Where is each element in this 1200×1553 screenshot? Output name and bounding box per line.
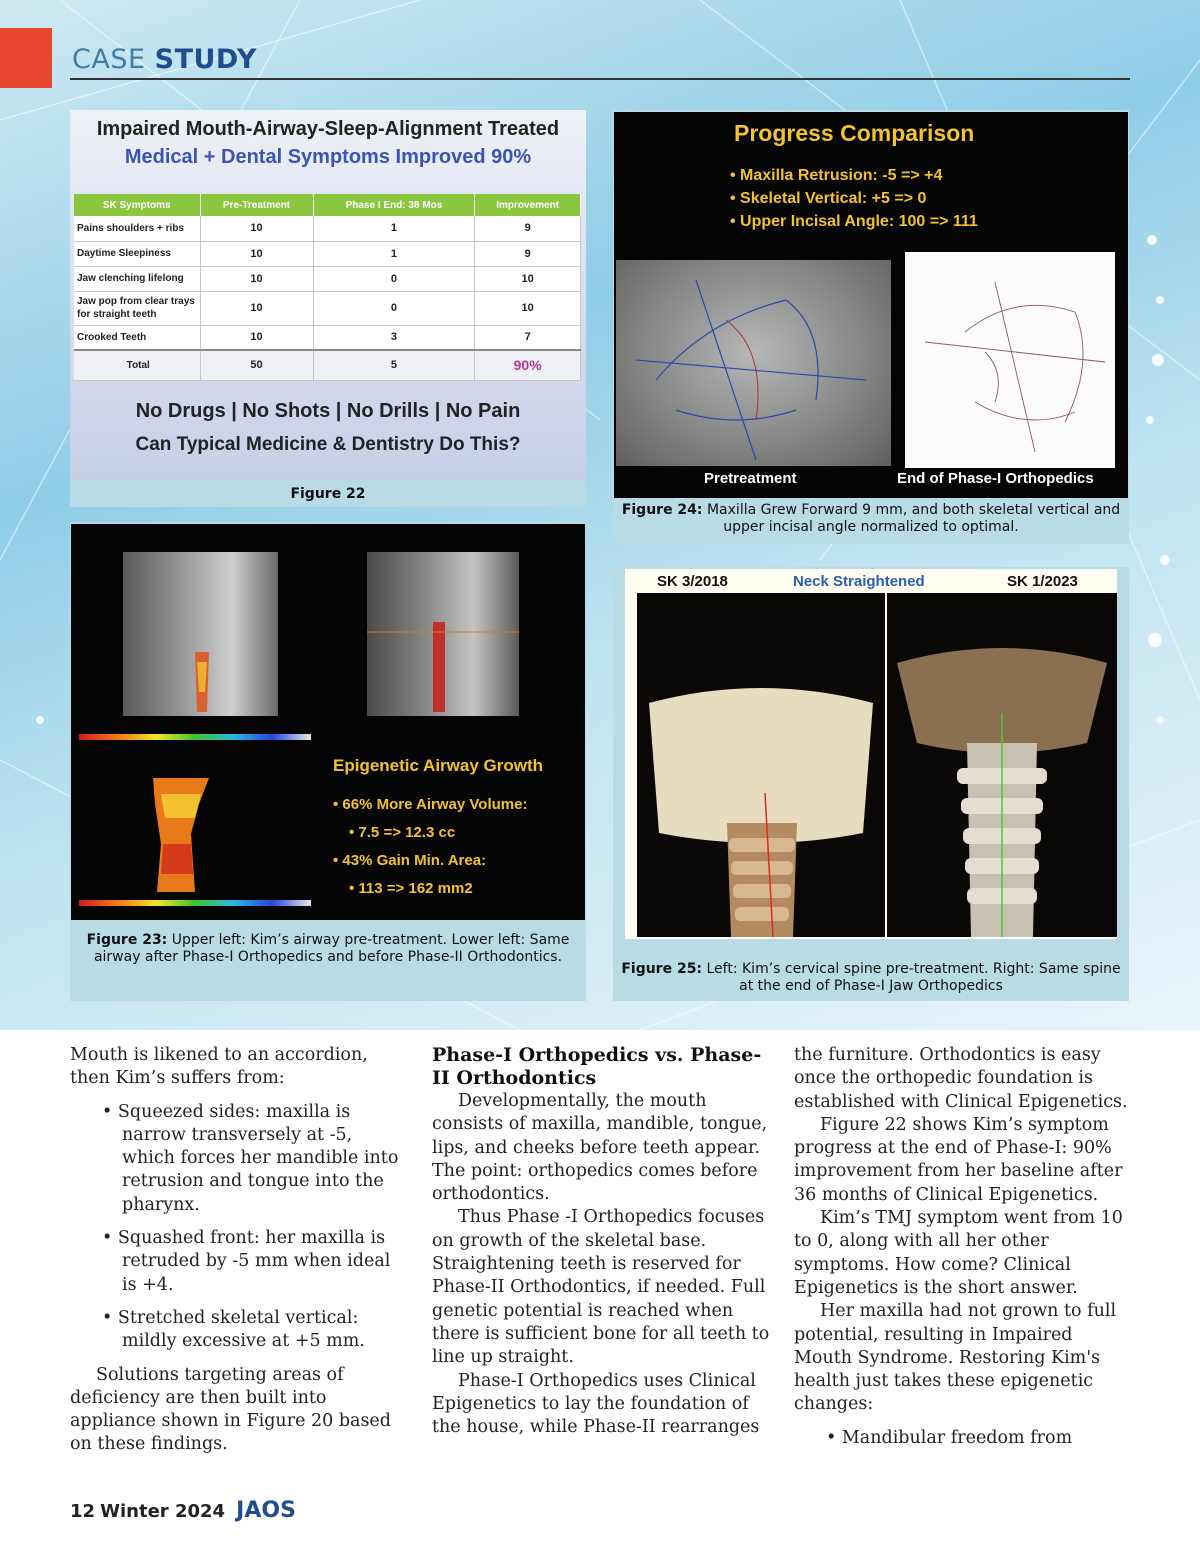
airway-line: • 43% Gain Min. Area: xyxy=(333,852,487,869)
table-total-row xyxy=(74,350,581,380)
cephalometric-tracing-image xyxy=(905,252,1115,468)
figure-24-label: Figure 24: xyxy=(621,502,703,518)
after-date-label: SK 1/2023 xyxy=(1007,573,1078,590)
list-item: • Skeletal Vertical: +5 => 0 xyxy=(730,190,927,207)
figure-22-title: Impaired Mouth-Airway-Sleep-Alignment Treated xyxy=(96,118,560,140)
table-row xyxy=(74,325,581,350)
figure-22 xyxy=(70,110,586,507)
improvement-cell: 10 xyxy=(475,291,581,325)
paragraph: Figure 22 shows Kim’s symptom progress at the end of Phase-I: 90% improvement from her baseline after 36 months of Clinical Epigenetics. xyxy=(794,1114,1123,1205)
pre-cell: 10 xyxy=(200,241,313,266)
symptom-cell: Jaw clenching lifelong xyxy=(74,266,200,291)
end-cell: 1 xyxy=(313,216,475,241)
figure-22-caption xyxy=(70,486,586,503)
symptom-cell: Jaw pop from clear trays for straight teeth xyxy=(74,291,200,325)
end-cell: 3 xyxy=(313,325,475,350)
end-cell: 1 xyxy=(313,241,475,266)
figure-23-caption xyxy=(70,932,586,966)
list-item: • Stretched skeletal vertical: mildly excessive at +5 mm. xyxy=(102,1307,365,1352)
figure-23-caption-text: Upper left: Kim’s airway pre-treatment. Lower left: Same airway after Phase-I Orthopedics and before Phase-II Orthodontics. xyxy=(93,932,570,965)
figure-22-label: Figure 22 xyxy=(290,486,366,502)
page-footer xyxy=(70,1498,296,1523)
journal-name: JAOS xyxy=(236,1498,296,1523)
text-column-2 xyxy=(432,1044,772,1439)
symptom-table xyxy=(74,194,581,381)
table-header-row xyxy=(74,194,581,216)
paragraph: Her maxilla had not grown to full potential, resulting in Impaired Mouth Syndrome. Restoring Kim's health just takes these epigenetic changes: xyxy=(794,1301,1117,1415)
column-header: Phase I End: 38 Mos xyxy=(313,194,475,216)
paragraph: Phase-I Orthopedics uses Clinical Epigenetics to lay the foundation of the house, while Phase-II rearranges xyxy=(432,1370,760,1438)
airway-scan-sagittal xyxy=(367,552,519,716)
figure-25 xyxy=(613,567,1129,1001)
spine-image-pretreatment xyxy=(637,593,885,937)
end-cell: 0 xyxy=(313,266,475,291)
total-end: 5 xyxy=(313,350,475,380)
figure-22-slogan: No Drugs | No Shots | No Drills | No Pain xyxy=(135,400,521,422)
column-header: Improvement xyxy=(475,194,581,216)
pre-cell: 10 xyxy=(200,325,313,350)
column-header: SK Symptoms xyxy=(74,194,200,216)
tracing-overlay xyxy=(616,260,891,466)
figure-25-label: Figure 25: xyxy=(621,961,703,977)
spine-image-post-phase1 xyxy=(887,593,1117,937)
list-item: • Squeezed sides: maxilla is narrow transversely at -5, which forces her mandible into retrusion and tongue into the pharynx. xyxy=(102,1101,399,1215)
color-scale-bar xyxy=(79,734,311,740)
paragraph: Thus Phase -I Orthopedics focuses on growth of the skeletal base. Straightening teeth is reserved for Phase-II Orthodontics, if needed. Full genetic potential is reached when there is sufficient bone for all teeth to line up straight. xyxy=(432,1207,770,1368)
paragraph: Kim’s TMJ symptom went from 10 to 0, along with all her other symptoms. How come? Clinical Epigenetics is the short answer. xyxy=(794,1208,1123,1298)
figure-24-bullets xyxy=(730,164,978,233)
pretreatment-label: Pretreatment xyxy=(704,470,797,487)
symptom-cell: Crooked Teeth xyxy=(74,325,200,350)
figure-24-caption xyxy=(613,502,1129,536)
improvement-cell: 9 xyxy=(475,241,581,266)
pre-cell: 10 xyxy=(200,266,313,291)
list-item: • Upper Incisal Angle: 100 => 111 xyxy=(730,213,978,230)
page-number: 12 xyxy=(70,1501,96,1522)
paragraph: Developmentally, the mouth consists of maxilla, mandible, tongue, lips, and cheeks before teeth appear. The point: orthopedics comes before orthodontics. xyxy=(432,1091,768,1205)
pre-cell: 10 xyxy=(200,291,313,325)
section-title xyxy=(72,44,257,75)
paragraph: Mouth is likened to an accordion, then Kim’s suffers from: xyxy=(70,1045,368,1089)
text-column-1 xyxy=(70,1044,410,1457)
spine-render-1 xyxy=(637,593,885,937)
symptom-cell: Daytime Sleepiness xyxy=(74,241,200,266)
table-row xyxy=(74,291,581,325)
figure-23-label: Figure 23: xyxy=(86,932,168,948)
paragraph: the furniture. Orthodontics is easy once the orthopedic foundation is established with Clinical Epigenetics. xyxy=(794,1045,1128,1112)
symptom-cell: Pains shoulders + ribs xyxy=(74,216,200,241)
total-pre: 50 xyxy=(200,350,313,380)
table-row xyxy=(74,266,581,291)
text-column-3 xyxy=(794,1044,1134,1450)
list-item: • Squashed front: her maxilla is retruded by -5 mm when ideal is +4. xyxy=(102,1228,391,1295)
section-title-word2: STUDY xyxy=(154,44,257,75)
airway-volume-model xyxy=(151,774,211,894)
improvement-cell: 9 xyxy=(475,216,581,241)
spine-render-2 xyxy=(887,593,1117,937)
cephalometric-xray-image xyxy=(616,260,891,466)
airway-growth-heading: Epigenetic Airway Growth xyxy=(333,756,544,775)
airway-highlight xyxy=(123,552,278,716)
figure-25-caption xyxy=(613,961,1129,995)
paragraph: Solutions targeting areas of deficiency are then built into appliance shown in Figure 20 based on these findings. xyxy=(70,1364,391,1455)
airway-line: • 66% More Airway Volume: xyxy=(333,796,528,813)
list-item: • Mandibular freedom from xyxy=(826,1427,1073,1448)
figure-24 xyxy=(613,110,1129,544)
figure-23-slide xyxy=(71,524,585,920)
end-cell: 0 xyxy=(313,291,475,325)
list-item: • Maxilla Retrusion: -5 => +4 xyxy=(730,167,943,184)
total-label: Total xyxy=(74,350,200,380)
figure-22-question: Can Typical Medicine & Dentistry Do This? xyxy=(135,434,521,455)
figure-24-title: Progress Comparison xyxy=(734,120,975,146)
pre-cell: 10 xyxy=(200,216,313,241)
table-row xyxy=(74,216,581,241)
tracing-lines xyxy=(905,252,1115,468)
neck-straightened-label: Neck Straightened xyxy=(793,573,925,590)
accent-block xyxy=(0,28,52,88)
issue-label: Winter 2024 xyxy=(100,1501,226,1522)
figure-24-caption-text: Maxilla Grew Forward 9 mm, and both skeletal vertical and upper incisal angle normalized to optimal. xyxy=(702,502,1121,535)
figure-22-slide xyxy=(70,110,586,480)
airway-highlight-2 xyxy=(367,552,519,716)
color-scale-bar-lower xyxy=(79,900,311,906)
section-title-word1: CASE xyxy=(72,44,146,75)
end-phase-label: End of Phase-I Orthopedics xyxy=(897,470,1094,487)
section-heading: Phase-I Orthopedics vs. Phase-II Orthodontics xyxy=(432,1044,762,1089)
total-improvement: 90% xyxy=(475,350,581,380)
figure-25-slide xyxy=(625,569,1117,939)
figure-25-caption-text: Left: Kim’s cervical spine pre-treatment. Right: Same spine at the end of Phase-I Jaw Orthopedics xyxy=(702,961,1121,994)
figure-23 xyxy=(70,522,586,1001)
table-row xyxy=(74,241,581,266)
before-date-label: SK 3/2018 xyxy=(657,573,728,590)
figure-24-slide xyxy=(614,112,1128,498)
column-header: Pre-Treatment xyxy=(200,194,313,216)
improvement-cell: 10 xyxy=(475,266,581,291)
airway-scan-pretreatment xyxy=(123,552,278,716)
airway-line: • 113 => 162 mm2 xyxy=(349,880,473,897)
airway-line: • 7.5 => 12.3 cc xyxy=(349,824,456,841)
header-rule xyxy=(70,78,1130,80)
figure-22-subtitle: Medical + Dental Symptoms Improved 90% xyxy=(124,146,532,168)
improvement-cell: 7 xyxy=(475,325,581,350)
